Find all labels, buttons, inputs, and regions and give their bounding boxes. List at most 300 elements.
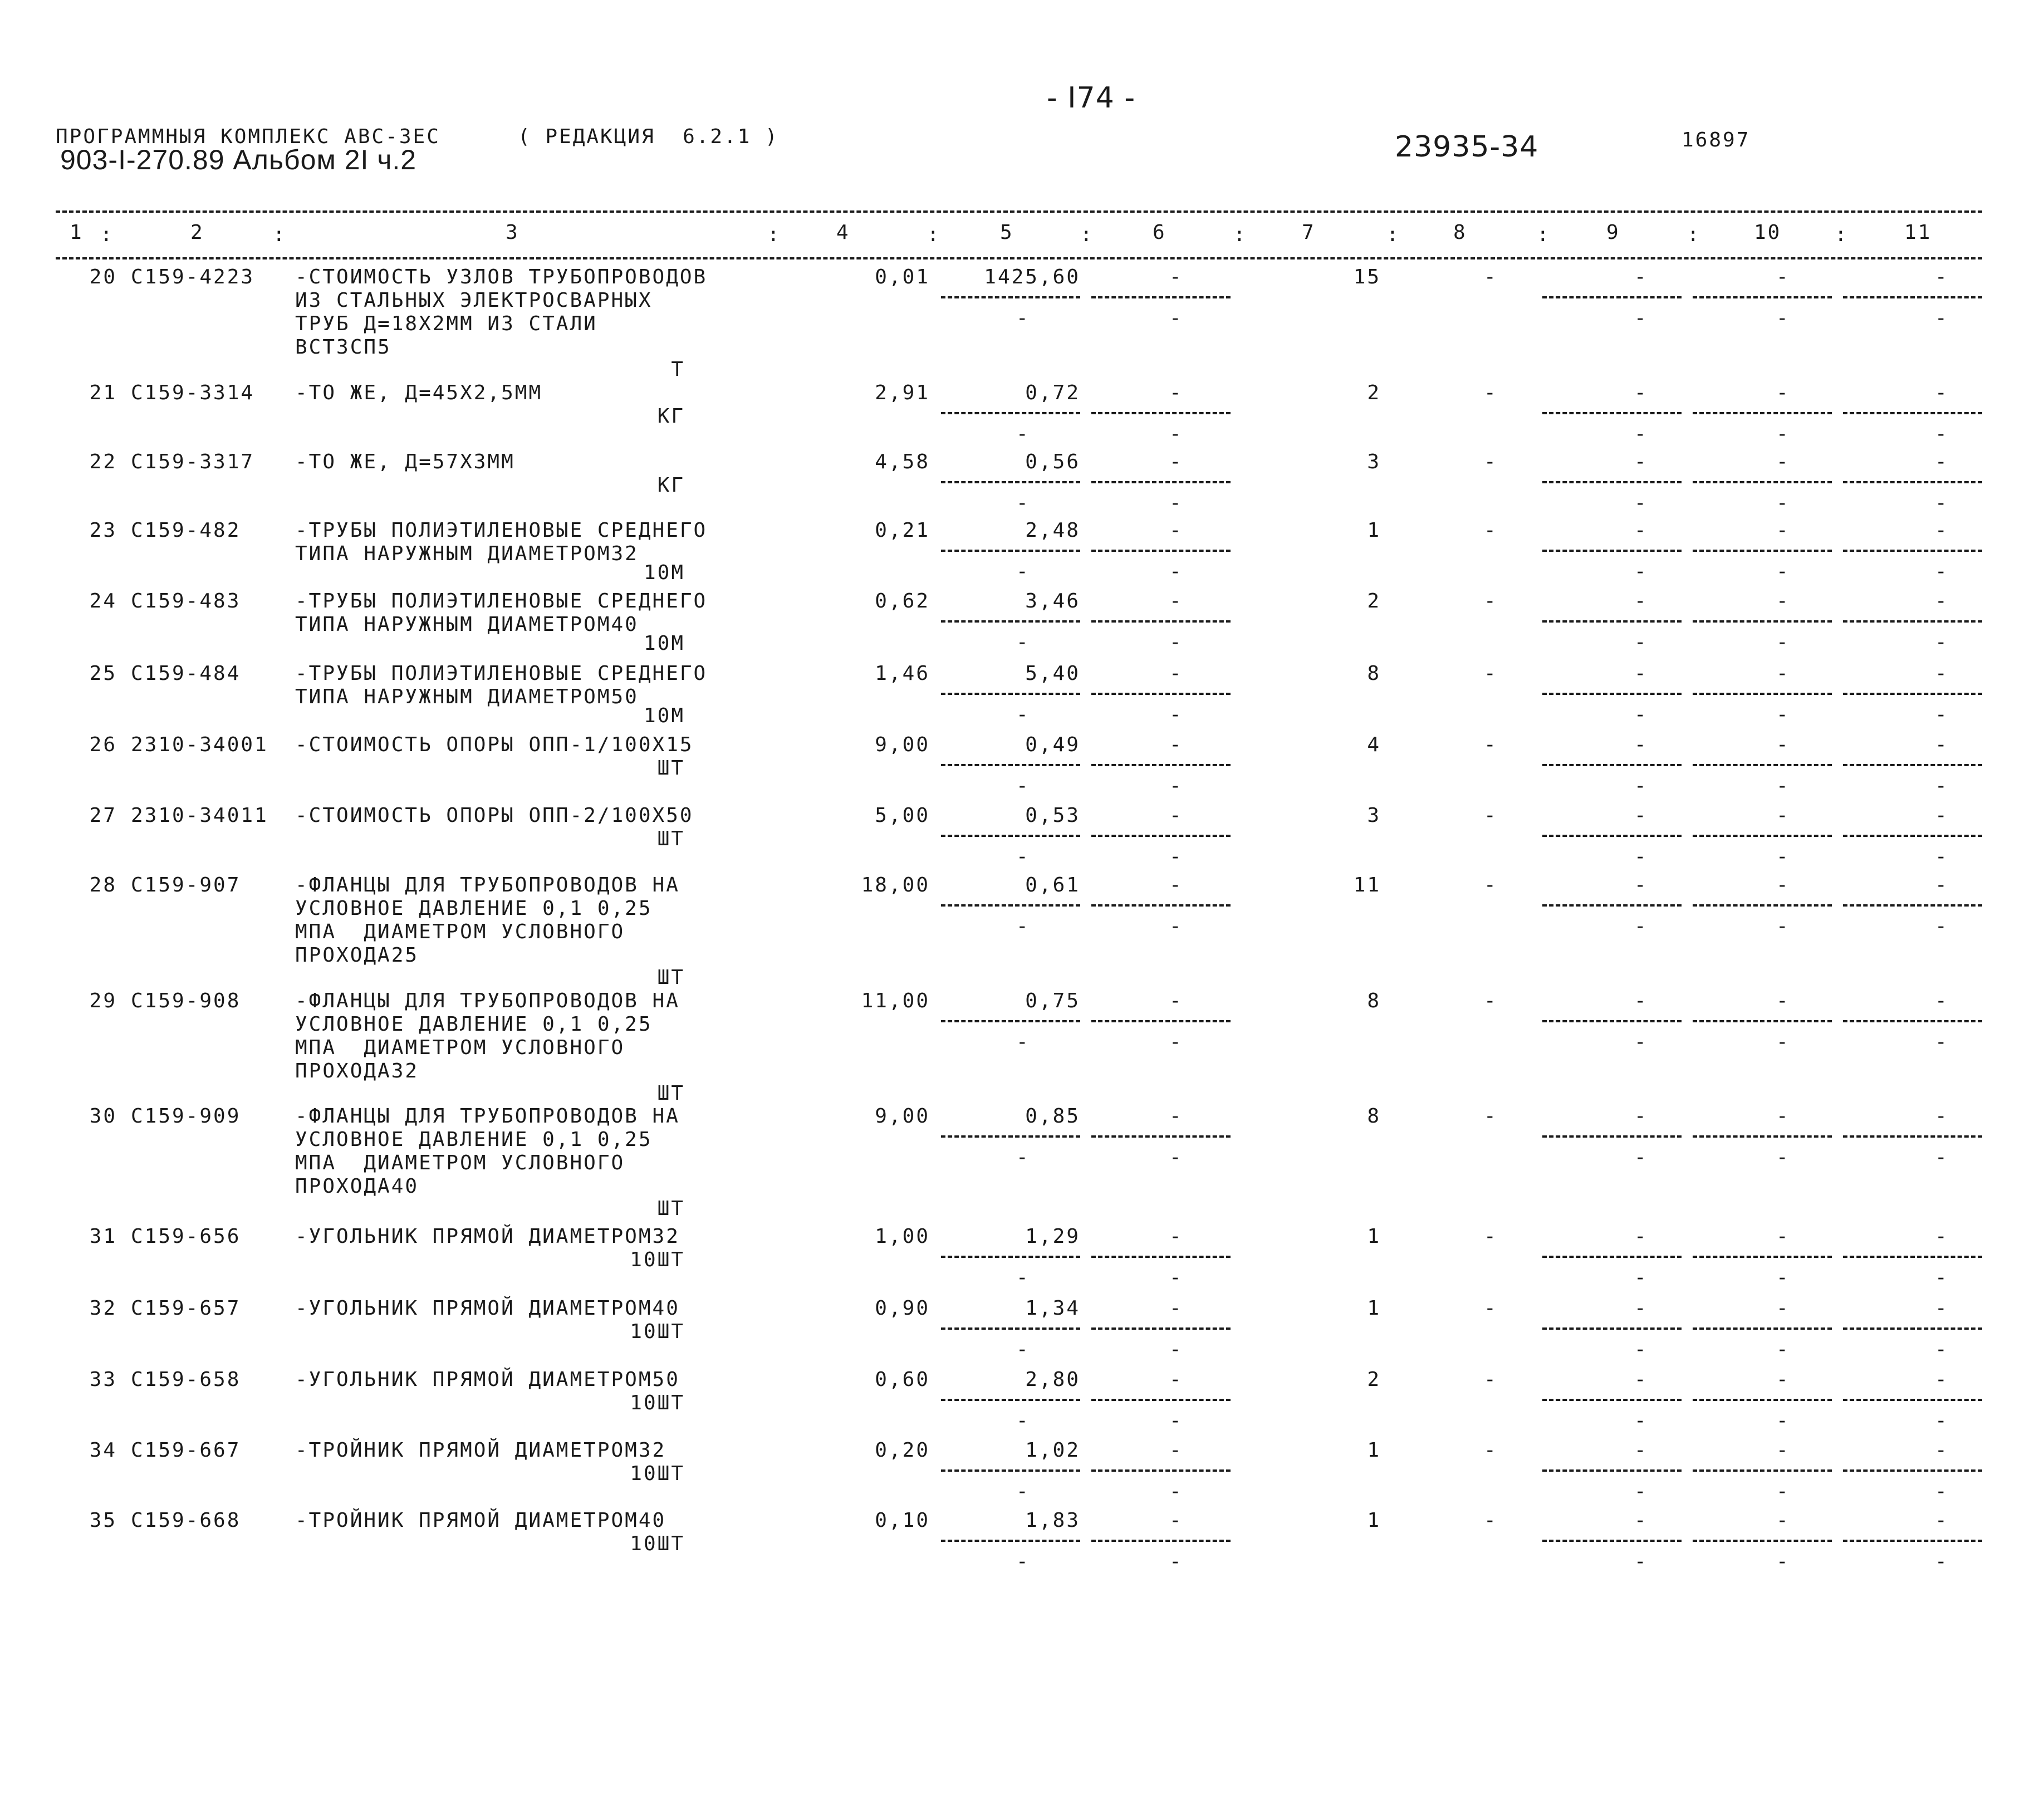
row-subtotal-dash: -: [1776, 1266, 1790, 1289]
row-unit: 10М: [643, 704, 685, 727]
row-underline: [941, 1256, 1080, 1258]
row-col7-value: 11: [1353, 874, 1381, 896]
row-col5-value: 0,56: [1025, 450, 1080, 473]
row-unit: ШТ: [657, 1197, 685, 1220]
row-col9-dash: -: [1634, 450, 1648, 473]
row-subtotal-dash: -: [1634, 1031, 1648, 1054]
row-code: С159-907: [131, 874, 241, 896]
row-description-line: -ТО ЖЕ, Д=57Х3ММ: [295, 450, 515, 473]
row-subtotal-dash: -: [1169, 492, 1183, 515]
row-col4-value: 0,20: [875, 1439, 930, 1462]
row-unit: 10М: [643, 561, 685, 584]
row-code: 2310-34001: [131, 733, 268, 756]
column-header-3: 3: [506, 221, 519, 244]
row-number: 31: [89, 1225, 117, 1248]
column-header-4: 4: [836, 221, 850, 244]
row-subtotal-dash: -: [1169, 1409, 1183, 1432]
page-number: - I74 -: [1047, 81, 1136, 115]
row-col11-dash: -: [1935, 450, 1949, 473]
row-subtotal-dash: -: [1776, 915, 1790, 938]
row-subtotal-dash: -: [1776, 1409, 1790, 1432]
row-subtotal-dash: -: [1634, 631, 1648, 654]
row-col7-value: 8: [1367, 662, 1381, 685]
row-col11-dash: -: [1935, 1368, 1949, 1391]
row-underline: [1091, 550, 1231, 552]
row-col4-value: 2,91: [875, 381, 930, 404]
row-col4-value: 0,01: [875, 266, 930, 288]
row-col6-dash: -: [1169, 450, 1183, 473]
row-col7-value: 3: [1367, 804, 1381, 827]
column-header-8: 8: [1453, 221, 1467, 244]
row-subtotal-dash: -: [1016, 631, 1030, 654]
row-col8-dash: -: [1484, 733, 1498, 756]
row-number: 25: [89, 662, 117, 685]
row-underline: [1091, 1020, 1231, 1022]
row-underline: [1091, 1469, 1231, 1472]
row-col10-dash: -: [1776, 1509, 1790, 1532]
row-subtotal-dash: -: [1169, 1031, 1183, 1054]
row-underline: [1091, 620, 1231, 623]
row-col9-dash: -: [1634, 381, 1648, 404]
row-subtotal-dash: -: [1016, 915, 1030, 938]
row-underline: [941, 904, 1080, 907]
column-separator: :: [1835, 223, 1849, 246]
row-subtotal-dash: -: [1169, 631, 1183, 654]
row-underline: [1693, 904, 1832, 907]
row-col11-dash: -: [1935, 804, 1949, 827]
row-underline: [1843, 550, 1982, 552]
row-subtotal-dash: -: [1776, 703, 1790, 726]
row-subtotal-dash: -: [1634, 1146, 1648, 1169]
row-subtotal-dash: -: [1634, 560, 1648, 583]
row-unit: 10ШТ: [630, 1462, 685, 1485]
row-underline: [1693, 550, 1832, 552]
row-underline: [1843, 296, 1982, 298]
column-header-10: 10: [1754, 221, 1782, 244]
row-col5-value: 5,40: [1025, 662, 1080, 685]
document-code: 23935-34: [1395, 130, 1539, 164]
row-subtotal-dash: -: [1776, 845, 1790, 868]
row-underline: [941, 412, 1080, 414]
row-subtotal-dash: -: [1935, 1146, 1949, 1169]
row-description-line: УСЛОВНОЕ ДАВЛЕНИЕ 0,1 0,25: [295, 1128, 653, 1151]
row-subtotal-dash: -: [1776, 307, 1790, 330]
row-col10-dash: -: [1776, 450, 1790, 473]
row-col10-dash: -: [1776, 519, 1790, 542]
row-number: 24: [89, 590, 117, 613]
row-col4-value: 18,00: [861, 874, 930, 896]
row-col11-dash: -: [1935, 266, 1949, 288]
row-description-line: ТИПА НАРУЖНЫМ ДИАМЕТРОМ32: [295, 542, 639, 565]
row-description-line: -ФЛАНЦЫ ДЛЯ ТРУБОПРОВОДОВ НА: [295, 874, 680, 896]
row-description-line: УСЛОВНОЕ ДАВЛЕНИЕ 0,1 0,25: [295, 1013, 653, 1036]
row-col4-value: 5,00: [875, 804, 930, 827]
row-unit: КГ: [657, 405, 685, 428]
row-subtotal-dash: -: [1169, 1338, 1183, 1361]
row-underline: [941, 1540, 1080, 1542]
row-underline: [1843, 481, 1982, 483]
row-col10-dash: -: [1776, 1105, 1790, 1128]
row-underline: [1843, 1020, 1982, 1022]
row-col8-dash: -: [1484, 519, 1498, 542]
column-header-2: 2: [190, 221, 204, 244]
row-subtotal-dash: -: [1169, 915, 1183, 938]
row-unit: КГ: [657, 474, 685, 497]
row-underline: [1542, 620, 1682, 623]
row-col5-value: 1,83: [1025, 1509, 1080, 1532]
row-col4-value: 0,90: [875, 1297, 930, 1320]
row-col6-dash: -: [1169, 804, 1183, 827]
row-subtotal-dash: -: [1016, 1338, 1030, 1361]
row-code: С159-482: [131, 519, 241, 542]
row-col4-value: 11,00: [861, 989, 930, 1012]
row-col7-value: 1: [1367, 1297, 1381, 1320]
row-number: 27: [89, 804, 117, 827]
row-col9-dash: -: [1634, 1105, 1648, 1128]
row-subtotal-dash: -: [1169, 1480, 1183, 1503]
row-code: 2310-34011: [131, 804, 268, 827]
column-header-9: 9: [1606, 221, 1620, 244]
row-subtotal-dash: -: [1935, 915, 1949, 938]
row-subtotal-dash: -: [1169, 1266, 1183, 1289]
row-code: С159-4223: [131, 266, 255, 288]
row-description-line: -СТОИМОСТЬ ОПОРЫ ОПП-1/100Х15: [295, 733, 694, 756]
row-subtotal-dash: -: [1634, 703, 1648, 726]
row-subtotal-dash: -: [1169, 845, 1183, 868]
row-subtotal-dash: -: [1634, 307, 1648, 330]
row-underline: [1693, 1540, 1832, 1542]
row-subtotal-dash: -: [1935, 1031, 1949, 1054]
row-description-line: -СТОИМОСТЬ ОПОРЫ ОПП-2/100Х50: [295, 804, 694, 827]
header-rule-top: [56, 210, 1982, 213]
row-col7-value: 8: [1367, 989, 1381, 1012]
row-col7-value: 1: [1367, 1509, 1381, 1532]
row-col10-dash: -: [1776, 874, 1790, 896]
row-col4-value: 1,46: [875, 662, 930, 685]
row-description-line: ВСТЗСП5: [295, 336, 391, 359]
row-subtotal-dash: -: [1776, 1031, 1790, 1054]
row-col7-value: 15: [1353, 266, 1381, 288]
row-underline: [1091, 412, 1231, 414]
row-underline: [1843, 835, 1982, 837]
row-subtotal-dash: -: [1016, 1031, 1030, 1054]
row-col8-dash: -: [1484, 1105, 1498, 1128]
row-description-line: -УГОЛЬНИК ПРЯМОЙ ДИАМЕТРОМ32: [295, 1225, 680, 1248]
row-underline: [1542, 550, 1682, 552]
row-underline: [1693, 693, 1832, 695]
row-subtotal-dash: -: [1634, 1266, 1648, 1289]
edition-label: ( РЕДАКЦИЯ 6.2.1 ): [518, 125, 779, 148]
row-subtotal-dash: -: [1776, 775, 1790, 797]
row-number: 33: [89, 1368, 117, 1391]
row-description-line: ПРОХОДА25: [295, 944, 419, 967]
row-description-line: МПА ДИАМЕТРОМ УСЛОВНОГО: [295, 920, 625, 943]
row-code: С159-483: [131, 590, 241, 613]
row-underline: [941, 1469, 1080, 1472]
row-col8-dash: -: [1484, 874, 1498, 896]
row-description-line: ИЗ СТАЛЬНЫХ ЭЛЕКТРОСВАРНЫХ: [295, 289, 653, 312]
row-col6-dash: -: [1169, 1368, 1183, 1391]
row-subtotal-dash: -: [1935, 560, 1949, 583]
row-col9-dash: -: [1634, 1368, 1648, 1391]
row-subtotal-dash: -: [1169, 1146, 1183, 1169]
row-unit: ШТ: [657, 827, 685, 850]
row-subtotal-dash: -: [1935, 492, 1949, 515]
row-underline: [1542, 1327, 1682, 1330]
row-number: 21: [89, 381, 117, 404]
row-col11-dash: -: [1935, 733, 1949, 756]
row-subtotal-dash: -: [1776, 1146, 1790, 1169]
column-header-11: 11: [1904, 221, 1932, 244]
row-col6-dash: -: [1169, 989, 1183, 1012]
row-underline: [941, 1327, 1080, 1330]
column-separator: :: [1687, 223, 1701, 246]
row-col8-dash: -: [1484, 381, 1498, 404]
row-col7-value: 8: [1367, 1105, 1381, 1128]
row-unit: 10ШТ: [630, 1392, 685, 1414]
row-underline: [1542, 412, 1682, 414]
column-separator: :: [927, 223, 941, 246]
row-description-line: -УГОЛЬНИК ПРЯМОЙ ДИАМЕТРОМ40: [295, 1297, 680, 1320]
row-col8-dash: -: [1484, 1368, 1498, 1391]
row-underline: [1843, 693, 1982, 695]
row-underline: [1843, 764, 1982, 766]
row-col10-dash: -: [1776, 662, 1790, 685]
row-col11-dash: -: [1935, 1297, 1949, 1320]
row-underline: [1542, 1020, 1682, 1022]
row-description-line: -ТО ЖЕ, Д=45Х2,5ММ: [295, 381, 543, 404]
row-number: 29: [89, 989, 117, 1012]
row-description-line: -ФЛАНЦЫ ДЛЯ ТРУБОПРОВОДОВ НА: [295, 989, 680, 1012]
row-underline: [1542, 296, 1682, 298]
row-underline: [1693, 1327, 1832, 1330]
row-subtotal-dash: -: [1016, 560, 1030, 583]
row-col9-dash: -: [1634, 1439, 1648, 1462]
row-subtotal-dash: -: [1016, 703, 1030, 726]
document-number: 16897: [1682, 129, 1751, 151]
row-underline: [1091, 693, 1231, 695]
row-underline: [1091, 481, 1231, 483]
row-col11-dash: -: [1935, 519, 1949, 542]
row-description-line: ТРУБ Д=18Х2ММ ИЗ СТАЛИ: [295, 312, 597, 335]
row-subtotal-dash: -: [1776, 1480, 1790, 1503]
row-underline: [1542, 764, 1682, 766]
row-underline: [1843, 620, 1982, 623]
row-subtotal-dash: -: [1935, 1409, 1949, 1432]
row-col9-dash: -: [1634, 1509, 1648, 1532]
row-col5-value: 0,49: [1025, 733, 1080, 756]
row-subtotal-dash: -: [1935, 1550, 1949, 1573]
row-code: С159-3314: [131, 381, 255, 404]
row-subtotal-dash: -: [1016, 1550, 1030, 1573]
row-col4-value: 1,00: [875, 1225, 930, 1248]
row-code: С159-909: [131, 1105, 241, 1128]
row-unit: ШТ: [657, 966, 685, 989]
column-separator: :: [1233, 223, 1247, 246]
row-col11-dash: -: [1935, 989, 1949, 1012]
row-underline: [1091, 1327, 1231, 1330]
row-col10-dash: -: [1776, 733, 1790, 756]
row-number: 26: [89, 733, 117, 756]
row-col9-dash: -: [1634, 1225, 1648, 1248]
row-underline: [941, 764, 1080, 766]
row-col6-dash: -: [1169, 1509, 1183, 1532]
row-number: 28: [89, 874, 117, 896]
row-number: 32: [89, 1297, 117, 1320]
row-subtotal-dash: -: [1935, 423, 1949, 445]
row-col9-dash: -: [1634, 590, 1648, 613]
row-description-line: -УГОЛЬНИК ПРЯМОЙ ДИАМЕТРОМ50: [295, 1368, 680, 1391]
row-underline: [1542, 1399, 1682, 1401]
row-col5-value: 1,29: [1025, 1225, 1080, 1248]
row-col4-value: 0,62: [875, 590, 930, 613]
row-col8-dash: -: [1484, 989, 1498, 1012]
row-col6-dash: -: [1169, 590, 1183, 613]
row-description-line: -ТРОЙНИК ПРЯМОЙ ДИАМЕТРОМ32: [295, 1439, 666, 1462]
row-description-line: МПА ДИАМЕТРОМ УСЛОВНОГО: [295, 1036, 625, 1059]
row-subtotal-dash: -: [1634, 915, 1648, 938]
row-underline: [1542, 904, 1682, 907]
row-subtotal-dash: -: [1935, 845, 1949, 868]
row-code: С159-668: [131, 1509, 241, 1532]
row-subtotal-dash: -: [1935, 631, 1949, 654]
row-unit: 10ШТ: [630, 1532, 685, 1555]
row-number: 34: [89, 1439, 117, 1462]
row-subtotal-dash: -: [1016, 775, 1030, 797]
row-underline: [1091, 764, 1231, 766]
row-code: С159-657: [131, 1297, 241, 1320]
row-subtotal-dash: -: [1634, 775, 1648, 797]
row-col11-dash: -: [1935, 874, 1949, 896]
row-underline: [941, 1020, 1080, 1022]
row-col10-dash: -: [1776, 590, 1790, 613]
column-separator: :: [1537, 223, 1551, 246]
row-col10-dash: -: [1776, 989, 1790, 1012]
row-subtotal-dash: -: [1016, 1146, 1030, 1169]
row-col9-dash: -: [1634, 662, 1648, 685]
row-unit: 10М: [643, 632, 685, 655]
row-col9-dash: -: [1634, 989, 1648, 1012]
row-subtotal-dash: -: [1634, 1409, 1648, 1432]
row-underline: [1091, 1256, 1231, 1258]
row-col6-dash: -: [1169, 733, 1183, 756]
row-col5-value: 0,75: [1025, 989, 1080, 1012]
row-underline: [1542, 1469, 1682, 1472]
row-col11-dash: -: [1935, 1509, 1949, 1532]
row-unit: 10ШТ: [630, 1248, 685, 1271]
row-col5-value: 0,53: [1025, 804, 1080, 827]
row-col11-dash: -: [1935, 1439, 1949, 1462]
row-col5-value: 1425,60: [984, 266, 1080, 288]
row-col6-dash: -: [1169, 1439, 1183, 1462]
row-subtotal-dash: -: [1016, 423, 1030, 445]
row-underline: [941, 1399, 1080, 1401]
row-description-line: ПРОХОДА32: [295, 1060, 419, 1082]
row-code: С159-658: [131, 1368, 241, 1391]
row-underline: [1693, 835, 1832, 837]
row-description-line: -ТРУБЫ ПОЛИЭТИЛЕНОВЫЕ СРЕДНЕГО: [295, 519, 708, 542]
row-subtotal-dash: -: [1016, 492, 1030, 515]
column-header-1: 1: [70, 221, 84, 244]
row-code: С159-667: [131, 1439, 241, 1462]
row-col4-value: 0,60: [875, 1368, 930, 1391]
column-header-7: 7: [1302, 221, 1316, 244]
row-description-line: -СТОИМОСТЬ УЗЛОВ ТРУБОПРОВОДОВ: [295, 266, 708, 288]
row-subtotal-dash: -: [1016, 307, 1030, 330]
row-subtotal-dash: -: [1634, 1550, 1648, 1573]
row-col7-value: 4: [1367, 733, 1381, 756]
row-underline: [1693, 1256, 1832, 1258]
row-subtotal-dash: -: [1169, 775, 1183, 797]
row-underline: [1693, 764, 1832, 766]
row-subtotal-dash: -: [1634, 492, 1648, 515]
row-col9-dash: -: [1634, 874, 1648, 896]
column-separator: :: [767, 223, 781, 246]
row-subtotal-dash: -: [1634, 423, 1648, 445]
row-col7-value: 2: [1367, 381, 1381, 404]
column-separator: :: [1386, 223, 1400, 246]
row-col11-dash: -: [1935, 1225, 1949, 1248]
row-col9-dash: -: [1634, 804, 1648, 827]
row-description-line: УСЛОВНОЕ ДАВЛЕНИЕ 0,1 0,25: [295, 897, 653, 920]
row-subtotal-dash: -: [1169, 703, 1183, 726]
row-subtotal-dash: -: [1935, 703, 1949, 726]
row-subtotal-dash: -: [1776, 631, 1790, 654]
row-underline: [1693, 481, 1832, 483]
program-name: ПРОГРАММНЫЯ КОМПЛЕКС АВС-ЗЕС: [56, 125, 440, 148]
row-col8-dash: -: [1484, 590, 1498, 613]
row-subtotal-dash: -: [1169, 423, 1183, 445]
row-underline: [941, 620, 1080, 623]
row-subtotal-dash: -: [1016, 1266, 1030, 1289]
row-col9-dash: -: [1634, 1297, 1648, 1320]
row-col4-value: 9,00: [875, 733, 930, 756]
row-col7-value: 3: [1367, 450, 1381, 473]
row-col7-value: 1: [1367, 1439, 1381, 1462]
row-description-line: -ТРУБЫ ПОЛИЭТИЛЕНОВЫЕ СРЕДНЕГО: [295, 590, 708, 613]
row-subtotal-dash: -: [1935, 1338, 1949, 1361]
row-col6-dash: -: [1169, 874, 1183, 896]
row-underline: [941, 1135, 1080, 1138]
row-underline: [1693, 1399, 1832, 1401]
row-col11-dash: -: [1935, 381, 1949, 404]
row-underline: [1843, 904, 1982, 907]
row-col9-dash: -: [1634, 733, 1648, 756]
row-subtotal-dash: -: [1169, 1550, 1183, 1573]
column-header-5: 5: [1000, 221, 1014, 244]
row-number: 23: [89, 519, 117, 542]
row-underline: [1091, 904, 1231, 907]
column-separator: :: [1080, 223, 1094, 246]
row-col10-dash: -: [1776, 1297, 1790, 1320]
row-underline: [1693, 1469, 1832, 1472]
row-underline: [1843, 412, 1982, 414]
row-col9-dash: -: [1634, 519, 1648, 542]
row-subtotal-dash: -: [1634, 845, 1648, 868]
row-description-line: ТИПА НАРУЖНЫМ ДИАМЕТРОМ50: [295, 685, 639, 708]
row-underline: [1091, 835, 1231, 837]
row-col10-dash: -: [1776, 381, 1790, 404]
row-col5-value: 1,02: [1025, 1439, 1080, 1462]
row-description-line: ТИПА НАРУЖНЫМ ДИАМЕТРОМ40: [295, 613, 639, 636]
row-col7-value: 2: [1367, 1368, 1381, 1391]
row-col4-value: 0,10: [875, 1509, 930, 1532]
row-underline: [1843, 1540, 1982, 1542]
row-col8-dash: -: [1484, 1225, 1498, 1248]
row-underline: [1693, 412, 1832, 414]
row-subtotal-dash: -: [1776, 560, 1790, 583]
row-underline: [1843, 1399, 1982, 1401]
